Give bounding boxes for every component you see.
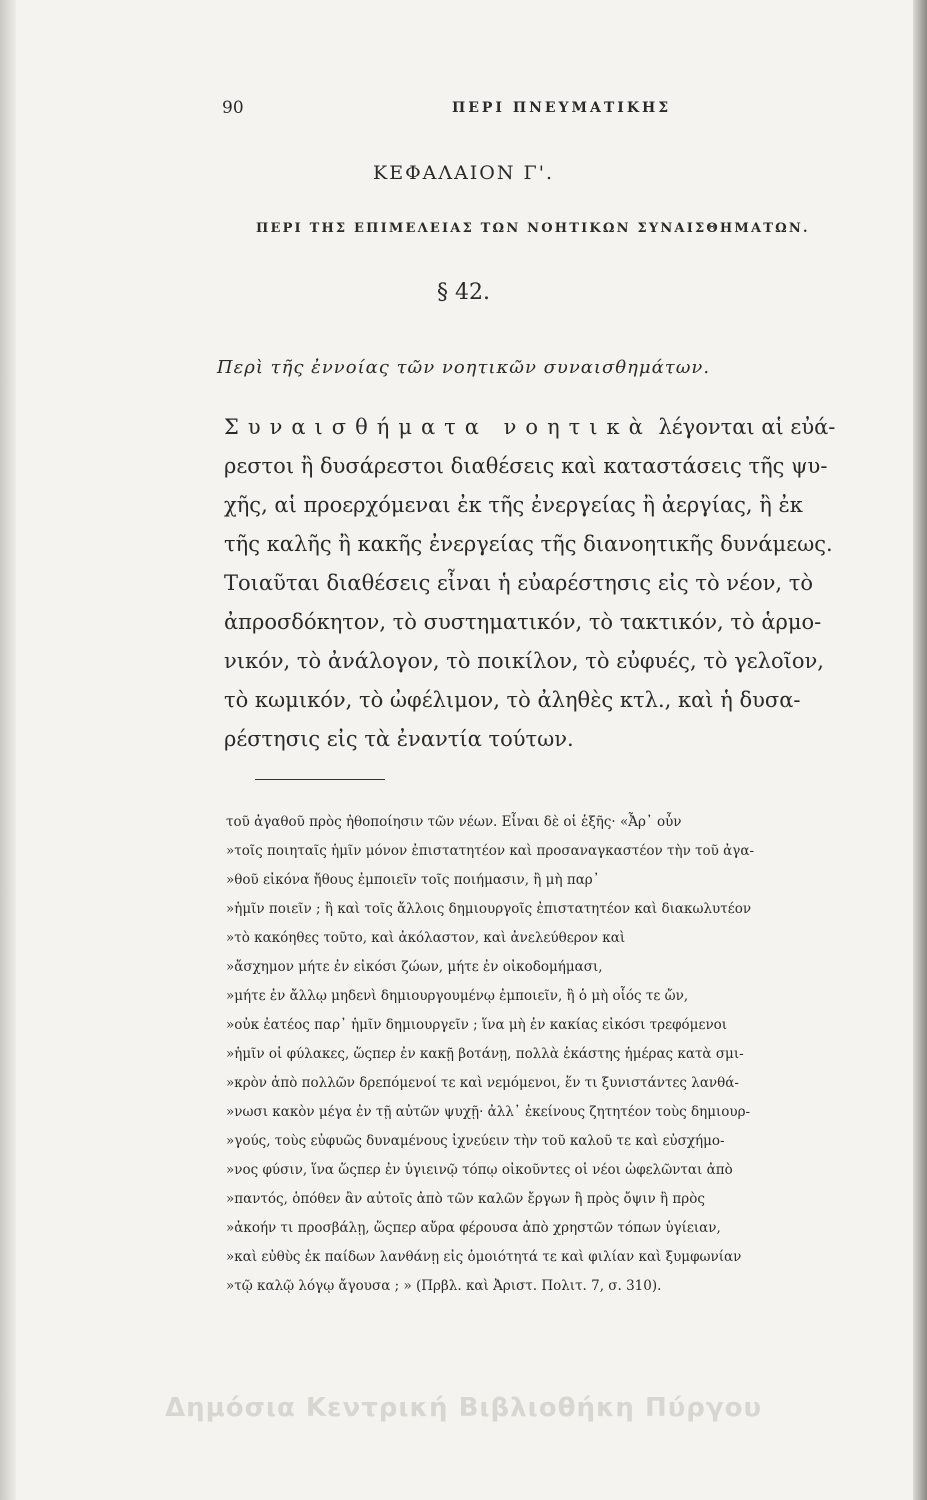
chapter-title: ΚΕΦΑΛΑΙΟΝ Γ'. [373,162,554,184]
section-number: § 42. [437,280,490,305]
body-line: ρεστοι ἢ δυσάρεστοι διαθέσεις καὶ καταστάσεις τῆς ψυ- [224,454,828,478]
page-left-edge [0,0,16,1500]
footnote-line: »οὐκ ἐατέος παρ᾽ ἡμῖν δημιουργεῖν ; ἵνα μὴ ἐν κακίας εἰκόσι τρεφόμενοι [226,1017,728,1033]
footnote-line: »γούς, τοὺς εὐφυῶς δυναμένους ἰχνεύειν τὴν τοῦ καλοῦ τε καὶ εὐσχήμο- [226,1133,725,1149]
library-watermark: Δημόσια Κεντρική Βιβλιοθήκη Πύργου [164,1393,763,1423]
footnote-line: »ἄσχημον μήτε ἐν εἰκόσι ζώων, μήτε ἐν οἰκοδομήμασι, [226,959,603,975]
footnote-line: »παντός, ὁπόθεν ἂν αὐτοῖς ἀπὸ τῶν καλῶν ἔργων ἢ πρὸς ὄψιν ἢ πρὸς [226,1191,705,1207]
body-line: τὸ κωμικόν, τὸ ὠφέλιμον, τὸ ἀληθὲς κτλ., καὶ ἡ δυσα- [224,688,801,712]
body-line: λέγονται αἱ εὐά- [651,415,836,439]
footnote-line: »νωσι κακὸν μέγα ἐν τῇ αὐτῶν ψυχῇ· ἀλλ᾽ ἐκείνους ζητητέον τοὺς δημιουρ- [226,1104,751,1120]
footnote-line: »κρὸν ἀπὸ πολλῶν δρεπόμενοί τε καὶ νεμόμενοι, ἕν τι ξυνιστάντες λανθά- [226,1075,739,1091]
footnote-divider [255,779,385,780]
chapter-subtitle: ΠΕΡΙ ΤΗΣ ΕΠΙΜΕΛΕΙΑΣ ΤΩΝ ΝΟΗΤΙΚΩΝ ΣΥΝΑΙΣΘΗΜΑΤΩΝ. [256,221,810,236]
running-head: ΠΕΡΙ ΠΝΕΥΜΑΤΙΚΗΣ [452,100,672,116]
footnote-line: »μήτε ἐν ἄλλῳ μηδενὶ δημιουργουμένῳ ἐμποιεῖν, ἢ ὁ μὴ οἷός τε ὤν, [226,988,689,1004]
footnote-line: »ἡμῖν οἱ φύλακες, ὥςπερ ἐν κακῇ βοτάνῃ, πολλὰ ἑκάστης ἡμέρας κατὰ σμι- [226,1046,744,1062]
footnote-line: »νος φύσιν, ἵνα ὥςπερ ἐν ὑγιεινῷ τόπῳ οἰκοῦντες οἱ νέοι ὠφελῶνται ἀπὸ [226,1162,733,1178]
body-line: Τοιαῦται διαθέσεις εἶναι ἡ εὐαρέστησις εἰς τὸ νέον, τὸ [224,571,813,595]
body-paragraph [224,408,914,759]
body-line: χῆς, αἱ προερχόμεναι ἐκ τῆς ἐνεργείας ἢ ἀεργίας, ἢ ἐκ [224,493,803,517]
footnote [226,808,916,1301]
lead-term: Συναισθήματα νοητικὰ [224,415,652,439]
body-line: τῆς καλῆς ἢ κακῆς ἐνεργείας τῆς διανοητικῆς δυνάμεως. [224,532,833,556]
footnote-line: »θοῦ εἰκόνα ἤθους ἐμποιεῖν τοῖς ποιήμασιν, ἢ μὴ παρ᾽ [226,872,600,888]
body-line: ρέστησις εἰς τὰ ἐναντία τούτων. [224,727,574,751]
page-number: 90 [222,98,244,118]
body-line: νικόν, τὸ ἀνάλογον, τὸ ποικίλον, τὸ εὐφυές, τὸ γελοῖον, [224,649,824,673]
footnote-line: »ἡμῖν ποιεῖν ; ἢ καὶ τοῖς ἄλλοις δημιουργοῖς ἐπιστατητέον καὶ διακωλυτέον [226,901,752,917]
footnote-line: »τοῖς ποιηταῖς ἡμῖν μόνον ἐπιστατητέον καὶ προσαναγκαστέον τὴν τοῦ ἀγα- [226,843,755,859]
section-title: Περὶ τῆς ἐννοίας τῶν νοητικῶν συναισθημάτων. [216,357,711,378]
footnote-line: »καὶ εὐθὺς ἐκ παίδων λανθάνῃ εἰς ὁμοιότητά τε καὶ φιλίαν καὶ ξυμφωνίαν [226,1249,742,1265]
footnote-line: »ἀκοήν τι προσβάλῃ, ὥςπερ αὔρα φέρουσα ἀπὸ χρηστῶν τόπων ὑγίειαν, [226,1220,721,1236]
footnote-line: »τῷ καλῷ λόγῳ ἄγουσα ; » (Πρβλ. καὶ Ἀριστ. Πολιτ. 7, σ. 310). [226,1278,662,1294]
footnote-line: τοῦ ἀγαθοῦ πρὸς ἠθοποίησιν τῶν νέων. Εἶναι δὲ οἱ ἑξῆς· «Ἆρ᾽ οὖν [226,814,682,830]
body-line: ἀπροσδόκητον, τὸ συστηματικόν, τὸ τακτικόν, τὸ ἁρμο- [224,610,822,634]
footnote-line: »τὸ κακόηθες τοῦτο, καὶ ἀκόλαστον, καὶ ἀνελεύθερον καὶ [226,930,626,946]
